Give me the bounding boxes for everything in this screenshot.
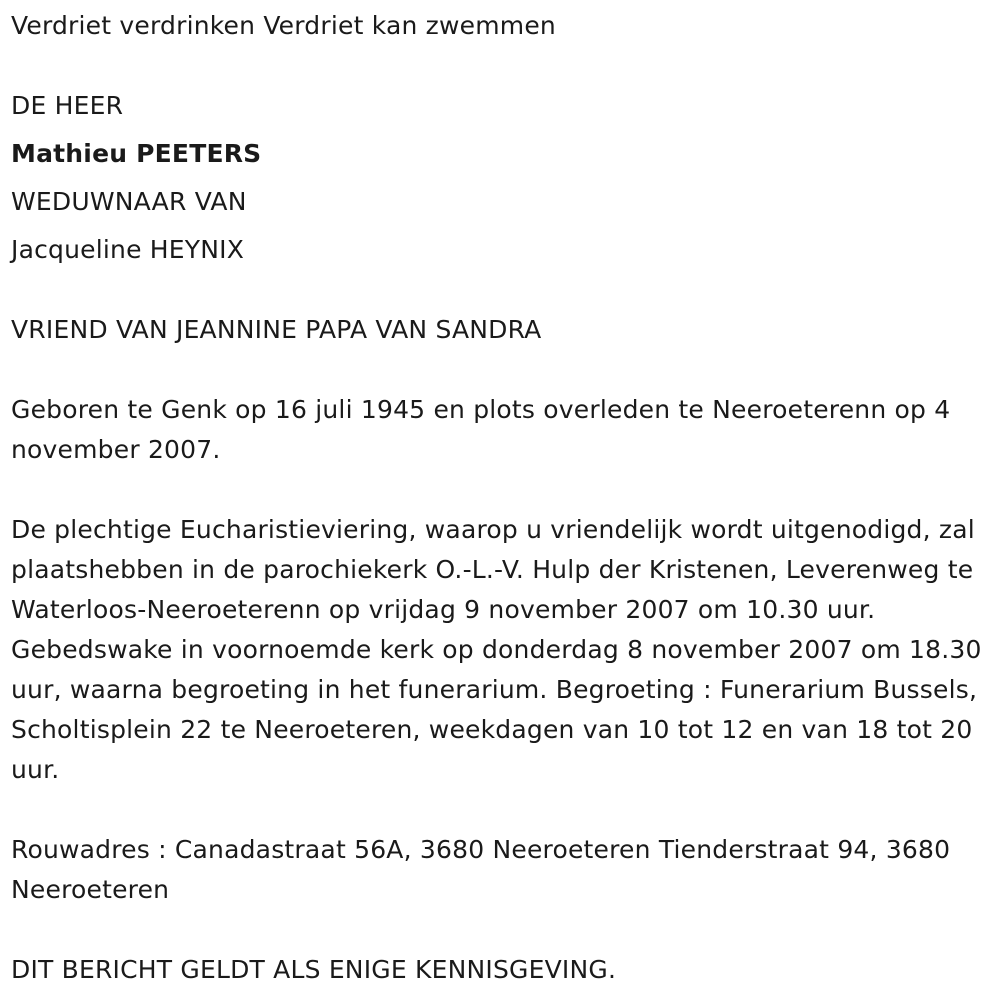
footer-notice: DIT BERICHT GELDT ALS ENIGE KENNISGEVING. [11, 955, 617, 984]
tagline: Verdriet verdrinken Verdriet kan zwemmen [11, 11, 556, 40]
deceased-name: Mathieu PEETERS [11, 139, 262, 168]
ceremony-paragraph: De plechtige Eucharistieviering, waarop u vriendelijk wordt uitgenodigd, zal plaatshebben in de parochiekerk O.-L.-V. Hulp der Kristenen, Leverenweg te Waterloos-Neeroeterenn op vrijdag 9 november 2007 om 10.30 uur. Gebedswake in voornoemde kerk op donderdag 8 november 2007 om 18.30 uur, waarna begroeting in het funerarium. Begroeting : Funerarium Bussels, Scholtisplein 22 te Neeroeteren, weekdagen van 10 tot 12 en van 18 tot 20 uur. [11, 515, 982, 784]
relation-label: WEDUWNAAR VAN [11, 187, 247, 216]
address-paragraph: Rouwadres : Canadastraat 56A, 3680 Neeroeteren Tienderstraat 94, 3680 Neeroeteren [11, 835, 951, 904]
honorific-title: DE HEER [11, 91, 124, 120]
spouse-name: Jacqueline HEYNIX [11, 235, 245, 264]
birth-death-paragraph: Geboren te Genk op 16 juli 1945 en plots overleden te Neeroeterenn op 4 november 2007. [11, 395, 951, 464]
family-note: VRIEND VAN JEANNINE PAPA VAN SANDRA [11, 315, 542, 344]
